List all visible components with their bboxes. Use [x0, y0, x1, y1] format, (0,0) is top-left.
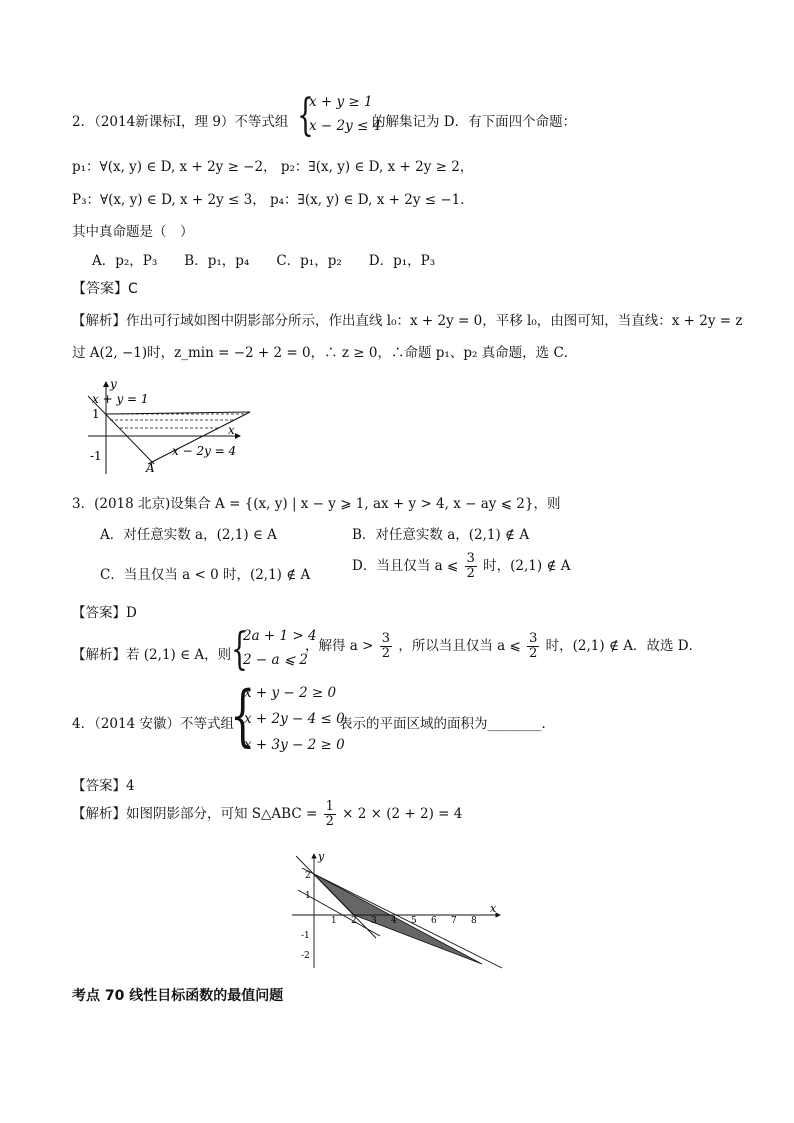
q3-sol-post: 时，(2,1) ∉ A．故选 D．	[545, 638, 703, 654]
frac-denominator: 2	[529, 646, 538, 661]
q2-fig-point-A: A	[146, 461, 155, 475]
xtick: 6	[431, 916, 437, 926]
ytick: -1	[301, 931, 310, 941]
q4-tail: 表示的平面区域的面积为________．	[339, 716, 555, 732]
frac-numerator: 1	[325, 799, 334, 814]
q2-fig-tick-1: 1	[92, 407, 100, 421]
q3-sol-mid2: ，所以当且仅当 a ⩽	[398, 638, 521, 654]
q4-fig-y-label: y	[318, 850, 325, 863]
xtick: 2	[351, 916, 357, 926]
q3-option-c: C．当且仅当 a < 0 时，(2,1) ∉ A	[100, 567, 311, 583]
q4-solution	[72, 800, 462, 829]
section-heading: 考点 70 线性目标函数的最值问题	[72, 988, 284, 1004]
q3-option-d-pre: D．当且仅当 a ⩽	[352, 558, 459, 574]
q2-answer: 【答案】C	[72, 281, 138, 297]
q4-fig-x-label: x	[490, 902, 497, 915]
xtick: 8	[471, 916, 477, 926]
q4-lead: 4．（2014 安徽）不等式组	[72, 716, 234, 732]
brace-icon: {	[231, 624, 248, 675]
q4-sys-b: x + 2y − 4 ≤ 0	[244, 711, 345, 727]
q3-option-d-post: 时，(2,1) ∉ A	[483, 558, 571, 574]
ytick: 2	[305, 871, 311, 881]
q2-fig-line1-label: x + y = 1	[92, 392, 149, 406]
xtick: 3	[371, 916, 377, 926]
q3-solution-pre: 【解析】若 (2,1) ∈ A，则	[72, 647, 232, 663]
frac-numerator: 3	[529, 631, 538, 646]
q3-stem: 3．(2018 北京)设集合 A = {(x, y) | x − y ⩾ 1, ax + y > 4, x − ay ⩽ 2}，则	[72, 496, 561, 512]
q2-p-line2: P₃：∀(x, y) ∈ D, x + 2y ≤ 3， p₄：∃(x, y) ∈ D, x + 2y ≤ −1．	[72, 192, 474, 208]
q2-fig-x-label: x	[228, 423, 235, 437]
frac-denominator: 2	[466, 566, 475, 581]
q2-figure	[84, 376, 256, 476]
q4-sys-a: x + y − 2 ≥ 0	[244, 685, 337, 701]
q3-answer: 【答案】D	[72, 605, 137, 621]
ytick: 1	[305, 891, 311, 901]
frac-numerator: 3	[466, 551, 475, 566]
xtick: 5	[411, 916, 417, 926]
q2-fig-y-label: y	[110, 377, 117, 391]
q4-answer: 【答案】4	[72, 778, 135, 794]
ytick: -2	[301, 951, 310, 961]
xtick: 1	[331, 916, 337, 926]
q2-sys-b: x − 2y ≤ 4	[309, 118, 382, 134]
q3-sol-mid1: ，解得 a >	[305, 638, 374, 654]
q3-option-a: A．对任意实数 a，(2,1) ∈ A	[100, 527, 277, 543]
q2-solution-1: 【解析】作出可行域如图中阴影部分所示，作出直线 l₀：x + 2y = 0，平移 l₀，由图可知，当直线：x + 2y = z	[72, 313, 743, 329]
q4-sol-fraction	[324, 800, 336, 829]
q2-fig-tick-m1: -1	[90, 449, 102, 463]
q3-option-d	[352, 552, 570, 581]
frac-denominator: 2	[381, 646, 391, 661]
q3-sys-a: 2a + 1 > 4	[243, 628, 317, 644]
q3-sol-fraction-2	[527, 632, 539, 661]
q4-fig-yticks	[301, 871, 311, 961]
q2-ask: 其中真命题是（ ）	[72, 224, 194, 240]
q2-solution-2: 过 A(2, −1)时，z_min = −2 + 2 = 0，∴ z ≥ 0，∴命题 p₁、p₂ 真命题，选 C．	[72, 345, 578, 361]
q3-sys-b: 2 − a ⩽ 2	[243, 652, 309, 668]
q2-lead: 2．（2014新课标Ⅰ，理 9）不等式组	[72, 114, 289, 130]
q2-tail: 的解集记为 D．有下面四个命题：	[372, 114, 577, 130]
q2-sys-a: x + y ≥ 1	[309, 94, 373, 110]
q3-option-b: B．对任意实数 a，(2,1) ∉ A	[352, 527, 530, 543]
q2-p-line1: p₁：∀(x, y) ∈ D, x + 2y ≥ −2， p₂：∃(x, y) ∈ D, x + 2y ≥ 2，	[72, 159, 474, 175]
q3-sol-fraction-1	[380, 632, 392, 661]
xtick: 4	[391, 916, 397, 926]
brace-icon: {	[297, 90, 314, 141]
q4-sol-pre: 【解析】如图阴影部分，可知 S△ABC =	[72, 806, 318, 822]
q4-sys-c: x + 3y − 2 ≥ 0	[244, 737, 345, 753]
frac-numerator: 3	[381, 631, 391, 646]
q4-sol-post: × 2 × (2 + 2) = 4	[342, 806, 463, 822]
brace-icon: {	[230, 677, 256, 754]
xtick: 7	[451, 916, 457, 926]
q2-fig-line2-label: x − 2y = 4	[172, 444, 237, 458]
q2-options: A．p₂，P₃ B．p₁，p₄ C．p₁，p₂ D．p₁，P₃	[92, 253, 436, 269]
q4-figure	[290, 848, 506, 972]
q3-option-d-fraction	[465, 552, 477, 581]
frac-denominator: 2	[325, 814, 334, 829]
q3-solution-rest	[305, 632, 702, 661]
